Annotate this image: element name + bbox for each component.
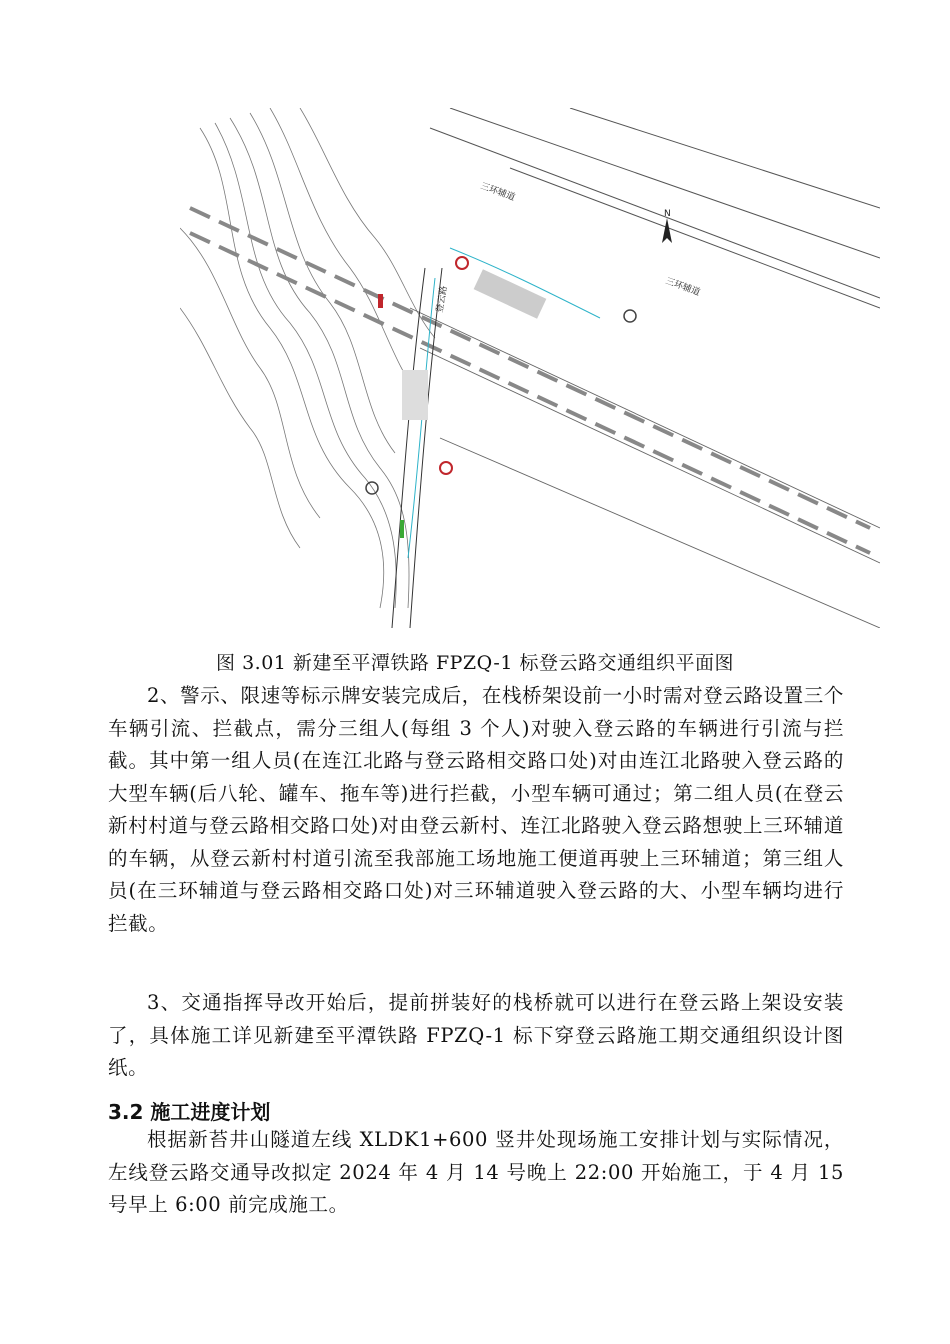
speed-sign-icon-2: [366, 482, 378, 494]
secondary-roads: [410, 308, 880, 628]
contour-lines: [180, 108, 435, 608]
traffic-plan-figure: [180, 108, 880, 628]
figure-caption: 图 3.01 新建至平潭铁路 FPZQ-1 标登云路交通组织平面图: [216, 652, 734, 674]
barrier-red-icon: [378, 294, 383, 308]
barrier-green-icon: [400, 520, 404, 538]
label-sanhuan-right: 三环辅道: [663, 276, 702, 299]
paragraph-2: 3、交通指挥导改开始后，提前拼装好的栈桥就可以进行在登云路上架设安装了，具体施工详见新建至平潭铁路 FPZQ-1 标下穿登云路施工期交通组织设计图纸。: [108, 991, 844, 1079]
speed-sign-icon: [624, 310, 636, 322]
label-sanhuan-top: 三环辅道: [478, 181, 517, 204]
no-entry-sign-icon: [456, 257, 468, 269]
paragraph-1: 2、警示、限速等标示牌安装完成后，在栈桥架设前一小时需对登云路设置三个车辆引流、拦截点，需分三组人(每组 3 个人)对驶入登云路的车辆进行引流与拦截。其中第一组人员(在连江北路与登云路相交路口处)对由连江北路驶入登云路的大型车辆(后八轮、罐车、拖车等)进行拦截，小型车辆可通过；第二组人员(在登云新村村道与登云路相交路口处)对由登云新村、连江北路驶入登云路想驶上三环辅道的车辆，从登云新村村道引流至我部施工场地施工便道再驶上三环辅道；第三组人员(在三环辅道与登云路相交路口处)对三环辅道驶入登云路的大、小型车辆均进行拦截。: [108, 684, 844, 935]
label-dengyun: 登云路: [435, 285, 450, 314]
section-paragraph: 根据新苔井山隧道左线 XLDK1+600 竖井处现场施工安排计划与实际情况，左线登云路交通导改拟定 2024 年 4 月 14 号晚上 22:00 开始施工，于 4 月 15 号早上 6:00 前完成施工。: [108, 1128, 844, 1216]
svg-text:N: N: [664, 209, 671, 219]
no-entry-sign-icon-2: [440, 462, 452, 474]
railway-corridor: [190, 208, 870, 553]
crossing-hatch-2: [402, 370, 428, 420]
traffic-plan-drawing: [180, 108, 880, 628]
crossing-hatch: [474, 269, 547, 319]
section-heading: 3.2 施工进度计划: [108, 1100, 271, 1124]
